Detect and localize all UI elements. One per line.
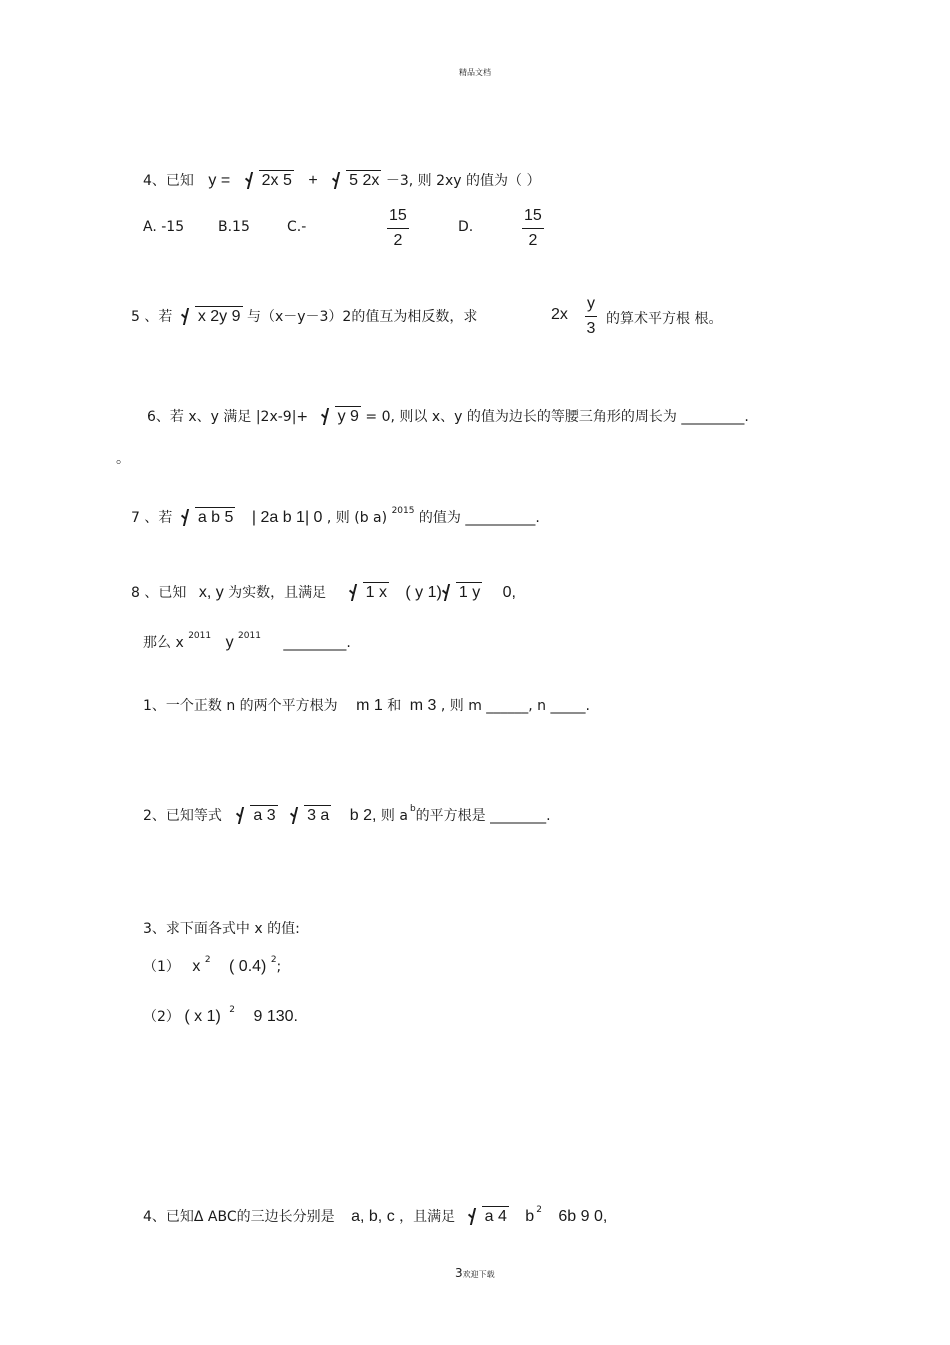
exponent-b: b [409, 804, 416, 814]
problem-2-mid: b 2, [349, 807, 377, 824]
problem-1-text: 1、一个正数 n 的两个平方根为 [143, 698, 338, 714]
sqrt-2x-5: 2x 5 [245, 170, 294, 190]
question-4-y-eq: y = [208, 172, 231, 189]
question-4-prefix: 4、已知 [143, 173, 194, 189]
question-8-prefix: 8 、已知 [131, 585, 187, 601]
question-8-line2 [143, 632, 351, 652]
sqrt-y-9: y 9 [321, 406, 361, 426]
item-1-semicolon: ; [276, 959, 282, 975]
problem-3-item-1 [143, 956, 281, 976]
problem-1-m1: m 1 [356, 697, 383, 714]
sqrt-1-x: 1 x [349, 582, 389, 602]
problem-4-prefix: 4、已知Δ ABC的三边长分别是 [143, 1209, 335, 1225]
abs-2a-b-1: | 2a b 1| 0 [251, 509, 323, 526]
sqrt-a-b-5: a b 5 [181, 507, 236, 527]
problem-4-line [143, 1206, 607, 1226]
exponent-2011-y: 2011 [238, 631, 261, 641]
problem-1-and: 和 [387, 698, 402, 714]
sqrt-a-4: a 4 [468, 1206, 509, 1226]
problem-2-line [143, 805, 551, 825]
footer-text: 欢迎下载 [462, 1270, 495, 1279]
sqrt-3-a: 3 a [290, 805, 331, 825]
exponent-2011-x: 2011 [188, 631, 212, 641]
option-c: C.- [287, 219, 307, 235]
sqrt-x-2y-9: x 2y 9 [181, 306, 243, 326]
question-5-prefix: 5 、若 [131, 309, 173, 325]
sqrt-5-2x: 5 2x [332, 170, 381, 190]
question-8-line [131, 582, 516, 602]
item-1-exp1: 2 [204, 955, 211, 965]
problem-4-exp: 2 [536, 1205, 542, 1215]
question-6-line [147, 406, 749, 426]
question-8-y: y [225, 634, 234, 651]
problem-3-item-2 [143, 1006, 298, 1026]
option-d-fraction: $\frac{15}{2}$ [524, 207, 542, 249]
question-8-mid: 为实数，且满足 [228, 585, 327, 601]
question-6-prefix: 6、若 x、y 满足 |2x-9|+ [147, 409, 309, 425]
item-2-paren: ( x 1) [184, 1008, 221, 1025]
stray-mark: 。 [116, 451, 130, 467]
option-b: B.15 [218, 219, 250, 235]
problem-4-tail: 6b 9 0, [558, 1208, 608, 1225]
question-5-mid: 与（x－y－3）2的值互为相反数，求 [246, 309, 478, 325]
option-d: D. [458, 219, 474, 235]
problem-1-line [143, 695, 590, 715]
question-4-tail: －3, 则 2xy 的值为（ ） [385, 173, 541, 189]
question-5-tail: 的算术平方根 根。 [606, 311, 723, 327]
problem-4-b: b [525, 1208, 535, 1225]
problem-4-sides: a, b, c [351, 1208, 395, 1225]
question-7-tail1: , 则 (b a) [326, 510, 388, 526]
question-7-tail2: 的值为 __________. [418, 510, 540, 526]
item-2-exp: 2 [229, 1005, 236, 1015]
plus-sign: + [308, 172, 318, 189]
question-7-line [131, 507, 540, 527]
item-1-exp2: 2 [270, 955, 277, 965]
problem-2-prefix: 2、已知等式 [143, 808, 222, 824]
question-4-line [143, 170, 540, 190]
question-7-prefix: 7 、若 [131, 510, 173, 526]
exponent-2015: 2015 [391, 506, 415, 516]
page-footer [455, 1262, 495, 1281]
question-8-blank: _________. [283, 635, 351, 651]
question-6-tail: = 0, 则以 x、y 的值为边长的等腰三角形的周长为 _________. [365, 409, 749, 425]
sqrt-a-3: a 3 [236, 805, 277, 825]
problem-4-mid: ，且满足 [399, 1209, 456, 1225]
option-c-fraction: $\frac{15}{2}$ [389, 207, 407, 249]
item-1-label: （1） [143, 959, 180, 975]
question-8-mid2: ( y 1) [405, 584, 442, 601]
problem-2-tail2: 的平方根是 ________. [415, 808, 551, 824]
question-5-expr: 2x [551, 306, 568, 323]
page-header: 精品文档 [459, 68, 491, 77]
problem-3-title: 3、求下面各式中 x 的值: [143, 921, 300, 937]
question-5-line [131, 306, 477, 326]
item-2-label: （2） [143, 1009, 180, 1025]
sqrt-1-y: 1 y [442, 582, 482, 602]
item-1-x: x [192, 958, 201, 975]
problem-1-tail: , 则 m ______, n _____. [440, 698, 590, 714]
item-2-rest: 9 130. [253, 1008, 298, 1025]
problem-1-m2: m 3 [409, 697, 437, 714]
question-5-fraction: $\frac{y}{3}$ [586, 295, 596, 337]
item-1-paren: ( 0.4) [229, 958, 267, 975]
page-number: 3 [455, 1266, 463, 1280]
problem-2-tail1: 则 a [380, 808, 408, 824]
question-8-line2-prefix: 那么 x [143, 635, 184, 651]
question-8-vars: x, y [198, 584, 224, 601]
option-a: A. -15 [143, 219, 185, 235]
question-8-tail: 0, [502, 584, 516, 601]
